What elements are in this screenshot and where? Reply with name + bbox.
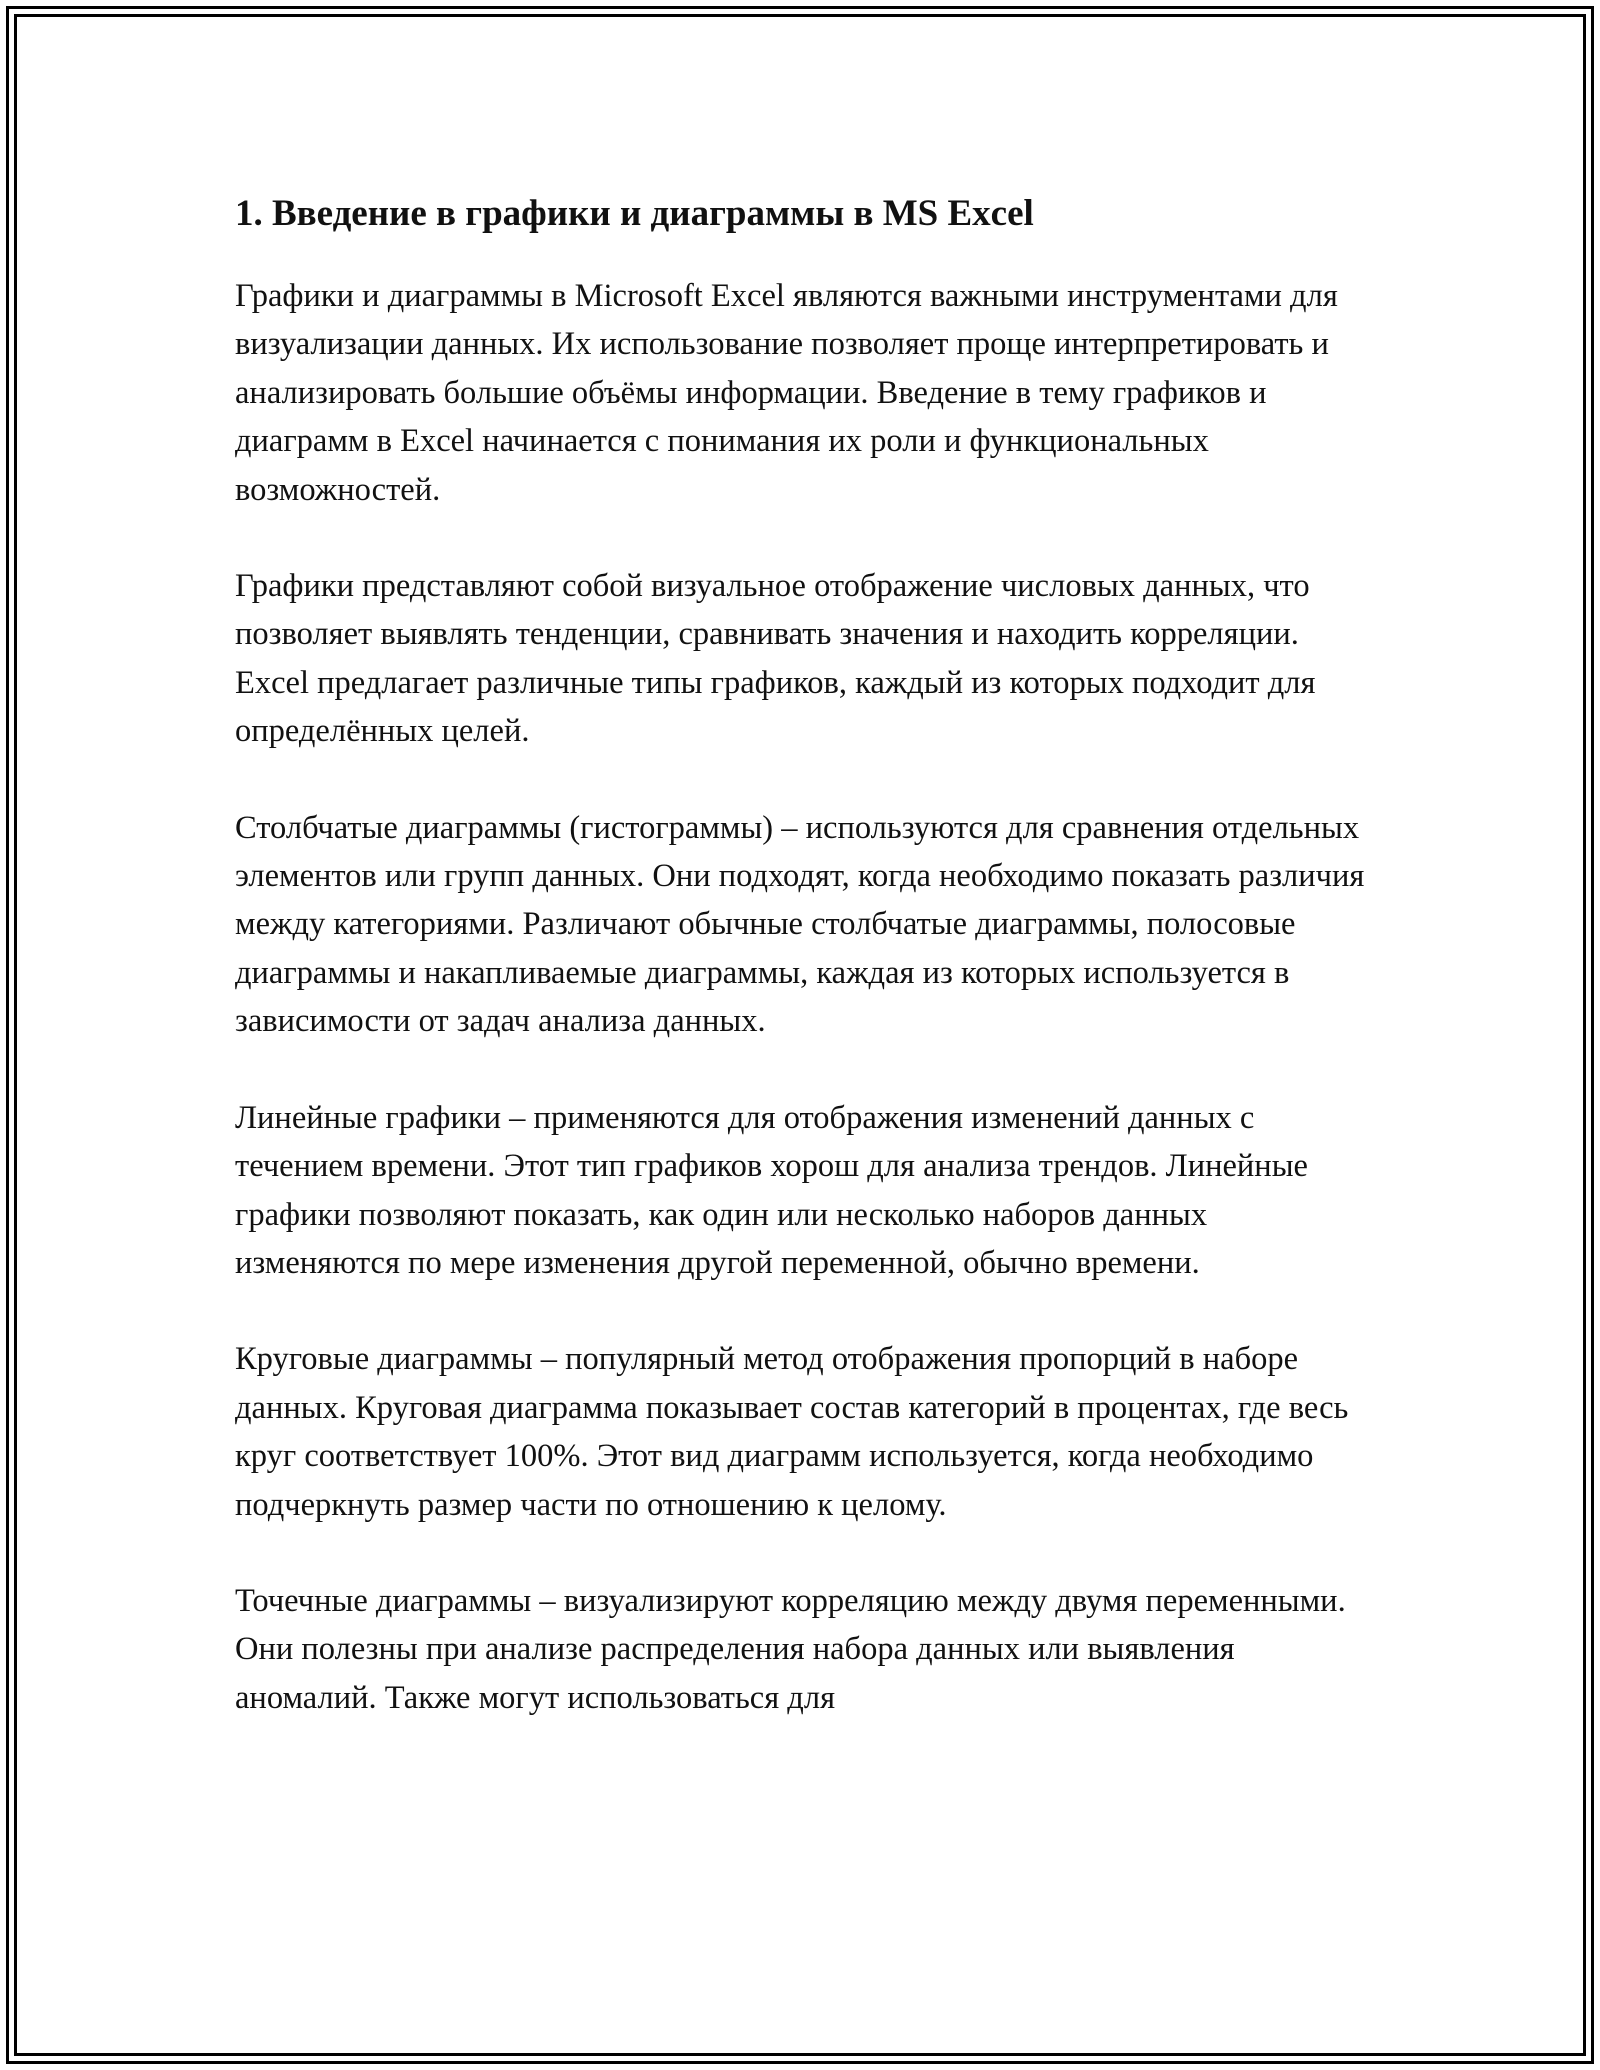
paragraph-scatter-charts: Точечные диаграммы – визуализируют корреляцию между двумя переменными. Они полезны при анализе распределения набора данных или выявления аномалий. Также могут использоваться для (235, 1582, 1346, 1716)
paragraph-intro: Графики и диаграммы в Microsoft Excel являются важными инструментами для визуализации данных. Их использование позволяет проще интерпретировать и анализировать большие объёмы информации. Введение в тему графиков и диаграмм в Excel начинается с понимания их роли и функциональных возможностей. (235, 278, 1338, 508)
section-heading: 1. Введение в графики и диаграммы в MS Excel (235, 193, 1034, 234)
paragraph-pie-charts: Круговые диаграммы – популярный метод отображения пропорций в наборе данных. Круговая диаграмма показывает состав категорий в процентах, где весь круг соответствует 100%. Этот вид диаграмм используется, когда необходимо подчеркнуть размер части по отношению к целому. (235, 1341, 1349, 1523)
document-body (235, 186, 1375, 1770)
paragraph-bar-charts: Столбчатые диаграммы (гистограммы) – используются для сравнения отдельных элементов или групп данных. Они подходят, когда необходимо показать различия между категориями. Различают обычные столбчатые диаграммы, полосовые диаграммы и накапливаемые диаграммы, каждая из которых используется в зависимости от задач анализа данных. (235, 809, 1365, 1040)
paragraph-line-charts: Линейные графики – применяются для отображения изменений данных с течением времени. Этот тип графиков хорош для анализа трендов. Линейные графики позволяют показать, как один или несколько наборов данных изменяются по мере изменения другой переменной, обычно времени. (235, 1099, 1308, 1281)
paragraph-graphs: Графики представляют собой визуальное отображение числовых данных, что позволяет выявлять тенденции, сравнивать значения и находить корреляции. Excel предлагает различные типы графиков, каждый из которых подходит для определённых целей. (235, 568, 1316, 750)
